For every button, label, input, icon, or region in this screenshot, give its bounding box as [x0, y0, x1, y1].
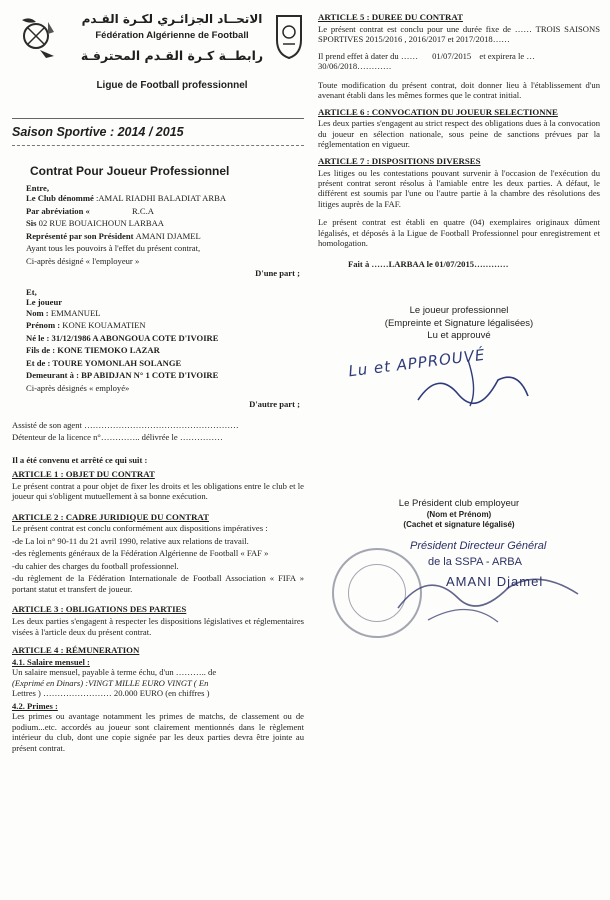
article-5-heading: ARTICLE 5 : DUREE DU CONTRAT — [318, 12, 463, 22]
federation-logo-icon — [18, 14, 58, 60]
article-3 — [12, 604, 304, 637]
left-column — [12, 0, 304, 753]
player-read-approved: Lu et approuvé — [427, 330, 491, 342]
article-2-paragraph: -du cahier des charges du football professionnel. — [12, 560, 179, 571]
et-label: Et, — [26, 286, 37, 297]
agent-line: Assisté de son agent ……………………………………………… — [12, 419, 239, 430]
effect-line: Il prend effet à dater du …… 01/07/2015 et expirera le …30/06/2018………… — [318, 50, 535, 72]
club-name: :AMAL RIADHI BALADIAT ARBA — [95, 193, 227, 204]
effect-date: 01/07/2015 — [432, 50, 472, 61]
handwriting-text: Lu et APPROUVÉ — [347, 346, 487, 381]
article-6-heading: ARTICLE 6 : CONVOCATION DU JOUEUR SELECTIONNE — [318, 106, 558, 117]
club-seat: 02 RUE BOUAICHOUN LARBAA — [38, 218, 164, 229]
article-2-heading: ARTICLE 2 : CADRE JURIDIQUE DU CONTRAT — [12, 511, 209, 522]
agent-block — [12, 420, 304, 443]
federation-name: Fédération Algérienne de Football — [95, 30, 249, 41]
fait-line: Fait à ……LARBAA le 01/07/2015………… — [348, 258, 509, 269]
player-mother: TOURE YOMONLAH SOLANGE — [52, 357, 182, 368]
powers-line: Ayant tous les pouvoirs à l'effet du présent contrat, — [26, 243, 201, 254]
one-part: D'une part ; — [255, 268, 300, 279]
league-logo-icon — [274, 12, 304, 60]
article-1-paragraph: Le présent contrat a pour objet de fixer les droits et les obligations entre le club et le joueur qui s'obligent mutuellement à sa bonne exécution. — [12, 480, 304, 502]
league-name: Ligue de Football professionnel — [96, 80, 248, 91]
stamp-line-2: de la SSPA - ARBA — [428, 555, 522, 568]
father-line: Fils de : KONE TIEMOKO LAZAR — [26, 345, 160, 356]
president-signature-block — [318, 498, 600, 529]
header-divider — [12, 118, 304, 119]
player-birth: 31/12/1986 A ABONGOUA COTE D'IVOIRE — [51, 332, 219, 343]
primes-text: Les primes ou avantage notamment les primes de matchs, de classement ou de podium...etc. accordés au joueur sont clairement mentionnés dans le règlement intérieur du club, dont une copie signée par les deux parties devra être jointe au présent contrat. — [12, 711, 304, 753]
article-3-heading: ARTICLE 3 : OBLIGATIONS DES PARTIES — [12, 604, 187, 615]
header — [12, 0, 304, 98]
club-line: Le Club dénommé :AMAL RIADHI BALADIAT ARBA — [26, 193, 227, 204]
article-2-paragraph: Le présent contrat est conclu conformément aux dispositions impératives : — [12, 523, 268, 534]
right-column — [318, 12, 600, 658]
employer-designation: Ci-après désigné « l'employeur » — [26, 255, 140, 266]
player-signature-icon — [408, 350, 548, 410]
player-signature-sub: (Empreinte et Signature légalisées) — [384, 317, 534, 329]
article-7-text-1: Les litiges ou les contestations pouvant survenir à l'occasion de l'exécution du présent contrat seront résolus à l'amiable entre les deux parties. A défaut, le différent est soumis par l'une ou l'autre partie à la chambre des résolutions des litiges auprès de la FAF. — [318, 167, 600, 209]
president-title: Le Président club employeur — [398, 498, 520, 510]
primes-heading: 4.2. Primes : — [12, 700, 58, 711]
nom-line: Nom : EMMANUEL — [26, 307, 101, 318]
article-2-paragraph: -de La loi n° 90-11 du 21 avril 1990, relative aux relations de travail. — [12, 535, 249, 546]
fait-place: LARBAA — [388, 258, 425, 269]
articles-left — [12, 469, 304, 637]
article-1 — [12, 469, 304, 502]
player-first-name: KONE KOUAMATIEN — [62, 320, 146, 331]
address-line: Demeurant à : BP ABIDJAN N° 1 COTE D'IVOIRE — [26, 370, 219, 381]
player-address: BP ABIDJAN N° 1 COTE D'IVOIRE — [81, 370, 219, 381]
agreed-line: Il a été convenu et arrêté ce qui suit : — [12, 454, 148, 465]
club-stamp — [318, 538, 600, 658]
handwritten-approval — [318, 342, 600, 402]
prenom-line: Prénom : KONE KOUAMATIEN — [26, 320, 146, 331]
employee-designation: Ci-après désignés « employé» — [26, 382, 130, 393]
birth-line: Né le : 31/12/1986 A ABONGOUA COTE D'IVOIRE — [26, 332, 219, 343]
article-3-paragraph: Les deux parties s'engagent à respecter les dispositions législatives et réglementaires visées à l'article deux du présent contrat. — [12, 616, 304, 637]
article-6 — [318, 107, 600, 150]
parties-block — [26, 183, 304, 410]
article-5-text: Le présent contrat est conclu pour une durée fixe de …… TROIS SAISONS SPORTIVES 2015/2016 , 2016/2017 et 2017/2018…… — [318, 23, 600, 45]
article-7-text-2: Le présent contrat est établi en quatre (04) exemplaires originaux dûment légalisés, et déposés à la Ligue de Football Professionnel pour enregistrement et homologation. — [318, 217, 600, 249]
stamp-line-3: AMANI Djamel — [446, 573, 544, 589]
salary-line-1: Un salaire mensuel, payable à terme échu, d'un ……….. de — [12, 667, 217, 678]
article-7-heading: ARTICLE 7 : DISPOSITIONS DIVERSES — [318, 155, 481, 166]
salary-line-3: Lettres ) …………………… 20.000 EURO (en chiffres ) — [12, 688, 210, 699]
season-title: Saison Sportive : 2014 / 2015 — [12, 125, 184, 139]
contract-title: Contrat Pour Joueur Professionnel — [30, 164, 230, 179]
season-divider — [12, 145, 304, 146]
article-7 — [318, 156, 600, 249]
article-2-paragraph: -du règlement de la Fédération Internationale de Football Association « FIFA » portant statut et transfert de joueur. — [12, 573, 304, 594]
article-4 — [12, 645, 304, 753]
article-4-heading: ARTICLE 4 : RÉMUNERATION — [12, 645, 140, 656]
stamp-line-1: Président Directeur Général — [410, 539, 547, 552]
player-father: KONE TIEMOKO LAZAR — [57, 345, 160, 356]
seat-line: Sis 02 RUE BOUAICHOUN LARBAA — [26, 218, 164, 229]
fait-date: le 01/07/2015………… — [426, 258, 509, 269]
arabic-federation-name: الاتحــاد الجزائـري لكـرة القـدم — [81, 12, 263, 26]
article-6-text: Les deux parties s'engagent au strict respect des obligations dues à la convocation du joueur en sélection nationale, sous peine de sanctions prévues par la réglementation en vigueur. — [318, 118, 600, 150]
article-5-modification: Toute modification du présent contrat, doit donner lieu à l'établissement d'un avenant établi dans les mêmes formes que le contrat initial. — [318, 79, 600, 101]
salary-line-2: (Exprimé en Dinars) :VINGT MILLE EURO VINGT ( En — [12, 677, 209, 688]
player-signature-title: Le joueur professionnel — [409, 305, 509, 317]
player-signature-block — [318, 305, 600, 342]
president-signature-icon — [388, 555, 588, 638]
licence-line: Détenteur de la licence n°………….. délivrée le …………… — [12, 432, 223, 443]
player-intro: Le joueur — [26, 297, 63, 308]
player-surname: EMMANUEL — [50, 307, 101, 318]
president-sub-2: (Cachet et signature légalisé) — [403, 519, 515, 529]
mother-line: Et de : TOURE YOMONLAH SOLANGE — [26, 357, 182, 368]
article-1-heading: ARTICLE 1 : OBJET DU CONTRAT — [12, 469, 155, 480]
president-name: AMANI DJAMEL — [135, 230, 201, 241]
abbr-line: Par abréviation « R.C.A — [26, 205, 154, 216]
article-2-paragraph: -des règlements généraux de la Fédération Algérienne de Football « FAF » — [12, 548, 269, 559]
article-5 — [318, 12, 600, 101]
arabic-league-name: رابطــة كـرة القـدم المحترفـة — [80, 48, 264, 63]
club-abbr: R.C.A — [131, 205, 154, 216]
salary-heading: 4.1. Salaire mensuel : — [12, 656, 90, 667]
other-part: D'autre part ; — [249, 399, 300, 410]
president-sub-1: (Nom et Prénom) — [426, 510, 492, 519]
article-2 — [12, 512, 304, 595]
representative-line: Représenté par son Président AMANI DJAMEL — [26, 230, 201, 241]
entre-label: Entre, — [26, 182, 49, 193]
